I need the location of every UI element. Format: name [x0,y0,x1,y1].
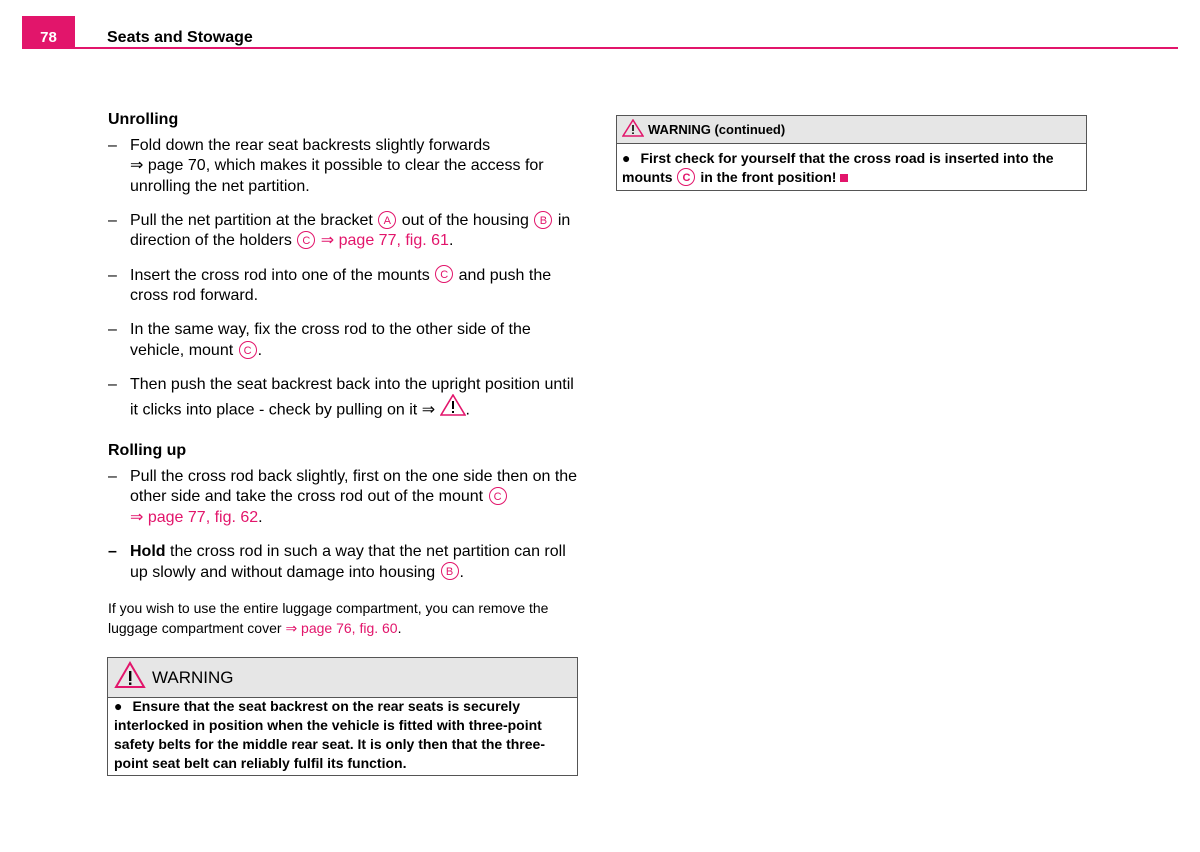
step-text: In the same way, fix the cross rod to the other side of the vehicle, mount [130,321,531,359]
bullet-icon: ● [622,150,631,166]
warning-triangle-icon [622,119,644,140]
warning-text: in the front position! [696,169,837,185]
unrolling-step-3 [108,266,578,307]
step-text: in direction of the holders [130,211,571,250]
dash: – [108,467,117,485]
warning-text: First check for yourself that the cross road is inserted into the mounts [622,150,1054,185]
dash: – [108,136,117,154]
page-link[interactable]: ⇒ page 77, fig. 62 [130,508,259,526]
marker-c-badge: C [239,341,257,359]
warning-continued-box [616,115,1087,191]
unrolling-step-2 [108,211,578,252]
marker-c-badge: C [297,231,315,249]
rolling-step-1 [108,467,578,529]
dash: – [108,266,117,284]
marker-c-badge: C [677,168,695,186]
step-text: . [448,232,454,250]
bullet-icon: ● [114,698,123,714]
left-column [108,110,578,638]
step-text: page 70, which makes it possible to clear the access for unrolling the net partition. [130,157,544,195]
luggage-note [108,599,578,638]
bold-keyword: Hold [130,543,166,560]
step-text: and push the cross rod forward. [130,266,552,305]
marker-b-badge: B [441,562,459,580]
step-text: Pull the cross rod back slightly, first on the one side then on the other side and take the cross rod out of the mount [130,467,578,506]
end-square-icon [840,174,848,182]
marker-c-badge: C [489,487,507,505]
warning-continued-text-block [617,144,1086,187]
unrolling-step-5 [108,375,578,424]
step-text: the cross rod in such a way that the net partition can roll up slowly and without damage into housing [130,543,566,581]
unrolling-heading: Unrolling [108,111,179,128]
unrolling-step-4 [108,320,578,361]
warning-triangle-icon[interactable] [440,394,466,423]
marker-a-badge: A [378,211,396,229]
step-text: Insert the cross rod into one of the mounts [130,266,435,284]
unrolling-step-1 [108,136,578,198]
warning-continued-header [617,116,1086,144]
step-text: . [465,401,470,419]
rolling-up-heading: Rolling up [108,442,187,460]
warning-triangle-icon [114,661,146,694]
step-text: . [258,508,263,526]
header-divider [22,47,1178,49]
warning-text-block [108,697,577,773]
warning-continued-title: WARNING (continued) [648,122,786,137]
marker-b-badge: B [534,211,552,229]
dash: – [108,375,117,393]
warning-title: WARNING [152,667,234,687]
step-text: . [257,341,263,359]
page-link[interactable]: ⇒ page 77, fig. 61 [316,232,449,250]
marker-c-badge: C [435,265,453,283]
section-title: Seats and Stowage [107,29,253,46]
step-text: out of the housing [397,211,534,229]
rolling-step-2 [108,542,578,583]
dash: – [108,543,117,560]
warning-box [107,657,578,776]
note-text: If you wish to use the entire luggage compartment, you can remove the luggage compartment cover [108,600,549,636]
step-text: Fold down the rear seat backrests slightly forwards [130,136,491,154]
step-text: . [459,563,464,581]
dash: – [108,321,117,339]
warning-text: Ensure that the seat backrest on the rear seats is securely interlocked in position when the vehicle is fitted with three-point safety belts for the middle rear seat. It is only then that the three-point seat belt can reliably fulfil its function. [114,698,545,771]
arrow-icon: ⇒ [130,157,144,175]
warning-header [108,658,577,698]
step-text: Then push the seat backrest back into the upright position until it clicks into place - check by pulling on it ⇒ [130,375,574,419]
page-number: 78 [22,16,75,49]
dash: – [108,211,117,229]
step-text: Pull the net partition at the bracket [130,211,378,229]
page-link[interactable]: ⇒ page 76, fig. 60 [285,619,398,636]
note-text: . [397,619,402,636]
